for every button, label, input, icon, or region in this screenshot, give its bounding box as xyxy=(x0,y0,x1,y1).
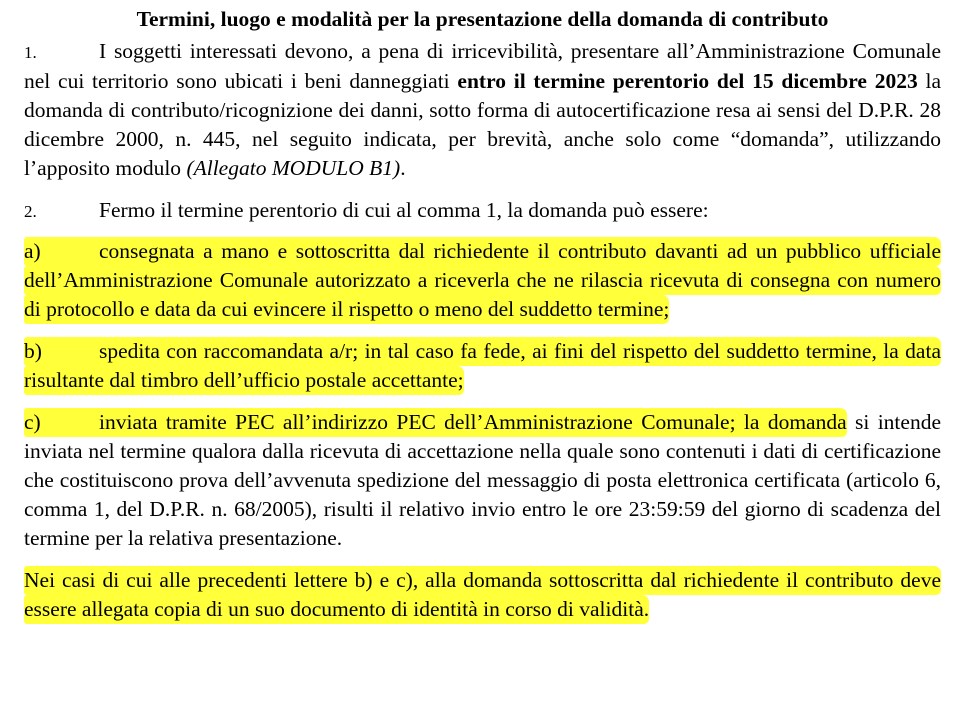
paragraph-1-number: 1. xyxy=(24,43,37,62)
item-b-text: spedita con raccomandata a/r; in tal caso fa fede, ai fini del rispetto del suddetto termine, la data risultante dal timbro dell’ufficio postale accettante; xyxy=(24,339,941,392)
paragraph-2-number: 2. xyxy=(24,202,37,221)
item-b-highlight xyxy=(24,337,941,395)
paragraph-1-deadline: entro il termine perentorio del 15 dicembre 2023 xyxy=(457,69,918,93)
paragraph-2-text: Fermo il termine perentorio di cui al comma 1, la domanda può essere: xyxy=(99,198,709,222)
item-a xyxy=(24,237,941,324)
closing-paragraph xyxy=(24,566,941,624)
document-page xyxy=(24,4,941,624)
paragraph-1-text-before: I soggetti interessati devono, a pena di irricevibilità, presentare all’Amministrazione Comunale nel cui territorio sono ubicati i beni danneggiati xyxy=(24,39,941,93)
item-c-highlight xyxy=(24,408,847,437)
item-b-letter: b) xyxy=(24,339,42,363)
paragraph-1-text-after: la domanda di contributo/ricognizione dei danni, sotto forma di autocertificazione resa ai sensi del D.P.R. 28 dicembre 2000, n. 445, nel seguito indicata, per brevità, anche solo come “domanda”, utilizzando l’apposito modulo xyxy=(24,69,941,180)
closing-highlight: Nei casi di cui alle precedenti lettere b) e c), alla domanda sottoscritta dal richiedente il contributo deve essere allegata copia di un suo documento di identità in corso di validità. xyxy=(24,566,941,624)
paragraph-1-end: . xyxy=(400,156,406,180)
item-c-letter: c) xyxy=(24,410,41,434)
item-a-text: consegnata a mano e sottoscritta dal richiedente il contributo davanti ad un pubblico ufficiale dell’Amministrazione Comunale autorizzato a riceverla che ne rilascia ricevuta di consegna con numero di protocollo e data da cui evincere il rispetto o meno del suddetto termine; xyxy=(24,239,941,321)
item-c-rest-text: si intende inviata nel termine qualora dalla ricevuta di accettazione nella quale sono contenuti i dati di certificazione che costituiscono prova dell’avvenuta spedizione del messaggio di posta elettronica certificata (articolo 6, comma 1, del D.P.R. n. 68/2005), risulti il relativo invio entro le ore 23:59:59 del giorno di scadenza del termine per la relativa presentazione. xyxy=(24,410,941,550)
item-c xyxy=(24,408,941,553)
item-b xyxy=(24,337,941,395)
item-a-letter: a) xyxy=(24,239,41,263)
paragraph-2 xyxy=(24,196,941,226)
paragraph-1 xyxy=(24,37,941,183)
paragraph-1-attachment-ref: (Allegato MODULO B1) xyxy=(186,156,401,180)
item-a-highlight xyxy=(24,237,941,324)
item-c-highlighted-text: inviata tramite PEC all’indirizzo PEC dell’Amministrazione Comunale; la domanda xyxy=(99,410,847,434)
section-title: Termini, luogo e modalità per la presentazione della domanda di contributo xyxy=(136,7,829,31)
